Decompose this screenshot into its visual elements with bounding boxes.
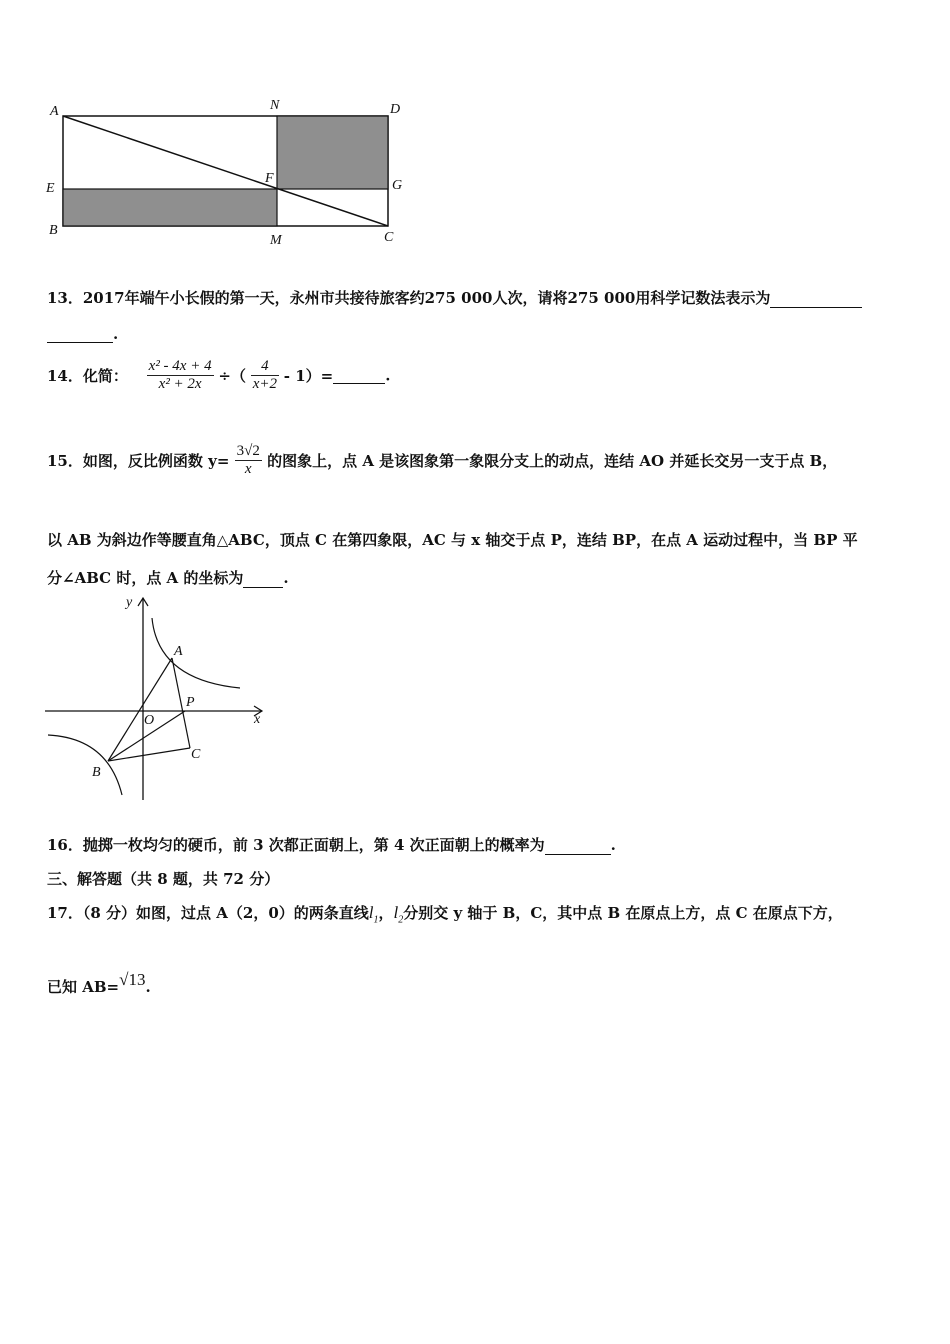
q14-answer-blank (333, 368, 385, 384)
q14-rest: - 1）= (283, 367, 334, 385)
q15-fraction (235, 443, 262, 478)
question-15-line3 (47, 567, 289, 588)
label-y-axis: y (126, 595, 133, 610)
question-13-cont (47, 325, 118, 343)
shaded-region-top-right (277, 116, 388, 189)
q17-l2-symbol: l (393, 903, 399, 922)
q16-answer-blank (545, 839, 611, 855)
q17-l1-subscript: 1 (373, 914, 379, 926)
q17-text1: 17．（8 分）如图，过点 A（2，0）的两条直线 (47, 904, 369, 922)
label-origin-O: O (144, 713, 155, 728)
label-F: F (265, 171, 274, 186)
q13-answer-blank (770, 292, 862, 308)
q14-frac1-numerator: x² - 4x + 4 (148, 358, 212, 374)
label-E: E (46, 181, 55, 196)
hyperbola-figure (40, 590, 280, 805)
label-point-B: B (92, 765, 101, 780)
question-17-line2 (47, 970, 151, 997)
q15-tail: . (283, 569, 289, 587)
q15-number: 15．如图，反比例函数 y= (47, 452, 230, 470)
label-G: G (392, 178, 403, 193)
q17-l2-subscript: 2 (398, 914, 404, 926)
q13-number: 13． (47, 289, 83, 307)
q17-line-l1 (368, 903, 379, 926)
label-x-axis: x (254, 712, 261, 727)
label-N: N (270, 98, 280, 113)
q17-comma: ， (378, 904, 394, 922)
hyperbola-branch-q3 (48, 735, 122, 795)
q13-answer-blank-cont (47, 327, 113, 343)
q14-fraction-1 (147, 358, 214, 393)
question-17-line1 (47, 902, 843, 925)
label-B: B (49, 223, 58, 238)
question-14 (47, 358, 391, 393)
question-16 (47, 834, 616, 855)
hyperbola-branch-q1 (152, 618, 240, 688)
q15-frac-denominator: x (235, 460, 262, 478)
q17-text2: 分别交 y 轴于 B，C，其中点 B 在原点上方，点 C 在原点下方， (403, 904, 843, 922)
q13-text: 2017年端午小长假的第一天，永州市共接待旅客约275 000人次，请将275 000用科学记数法表示为 (82, 289, 771, 307)
q17-l1-symbol: l (368, 903, 374, 922)
q14-tail: . (385, 366, 391, 385)
label-D: D (390, 102, 401, 117)
q16-tail: . (610, 836, 616, 854)
q14-frac2-numerator: 4 (261, 358, 269, 374)
q15-line2: 以 AB 为斜边作等腰直角△ABC，顶点 C 在第四象限，AC 与 x 轴交于点 P，连结 BP，在点 A 运动过程中，当 BP 平 (47, 531, 858, 549)
shaded-region-bottom-left (63, 189, 277, 226)
label-A: A (50, 104, 59, 119)
q15-line1-text: 的图象上，点 A 是该图象第一象限分支上的动点，连结 AO 并延长交另一支于点 B， (267, 452, 838, 470)
q17-line-l2 (393, 903, 404, 926)
segment-BC (108, 748, 190, 761)
q17-sqrt-value: √13 (119, 970, 146, 989)
q14-number: 14．化简： (47, 367, 128, 385)
q13-tail: . (113, 325, 119, 343)
label-point-A: A (174, 644, 183, 659)
segment-AB (108, 658, 172, 761)
question-15-line1 (47, 443, 837, 478)
label-point-C: C (191, 747, 201, 762)
q15-answer-blank (243, 572, 283, 588)
q14-frac1-denominator: x² + 2x (147, 375, 214, 393)
label-C: C (384, 230, 394, 245)
q16-text: 16．抛掷一枚均匀的硬币，前 3 次都正面朝上，第 4 次正面朝上的概率为 (47, 836, 545, 854)
label-M: M (270, 233, 282, 248)
q14-frac2-denominator: x+2 (252, 376, 278, 392)
q15-frac-numerator: 3√2 (236, 443, 260, 459)
q17-line2-prefix: 已知 AB= (47, 978, 120, 996)
rectangle-figure (40, 92, 420, 252)
q17-tail: . (145, 978, 151, 996)
question-13 (47, 287, 862, 308)
q14-fraction-2 (251, 358, 279, 393)
q15-line3-text: 分∠ABC 时，点 A 的坐标为 (47, 569, 244, 587)
q14-operator: ÷（ (218, 367, 246, 385)
label-point-P: P (186, 695, 195, 710)
section-3-title: 三、解答题（共 8 题，共 72 分） (47, 870, 280, 888)
